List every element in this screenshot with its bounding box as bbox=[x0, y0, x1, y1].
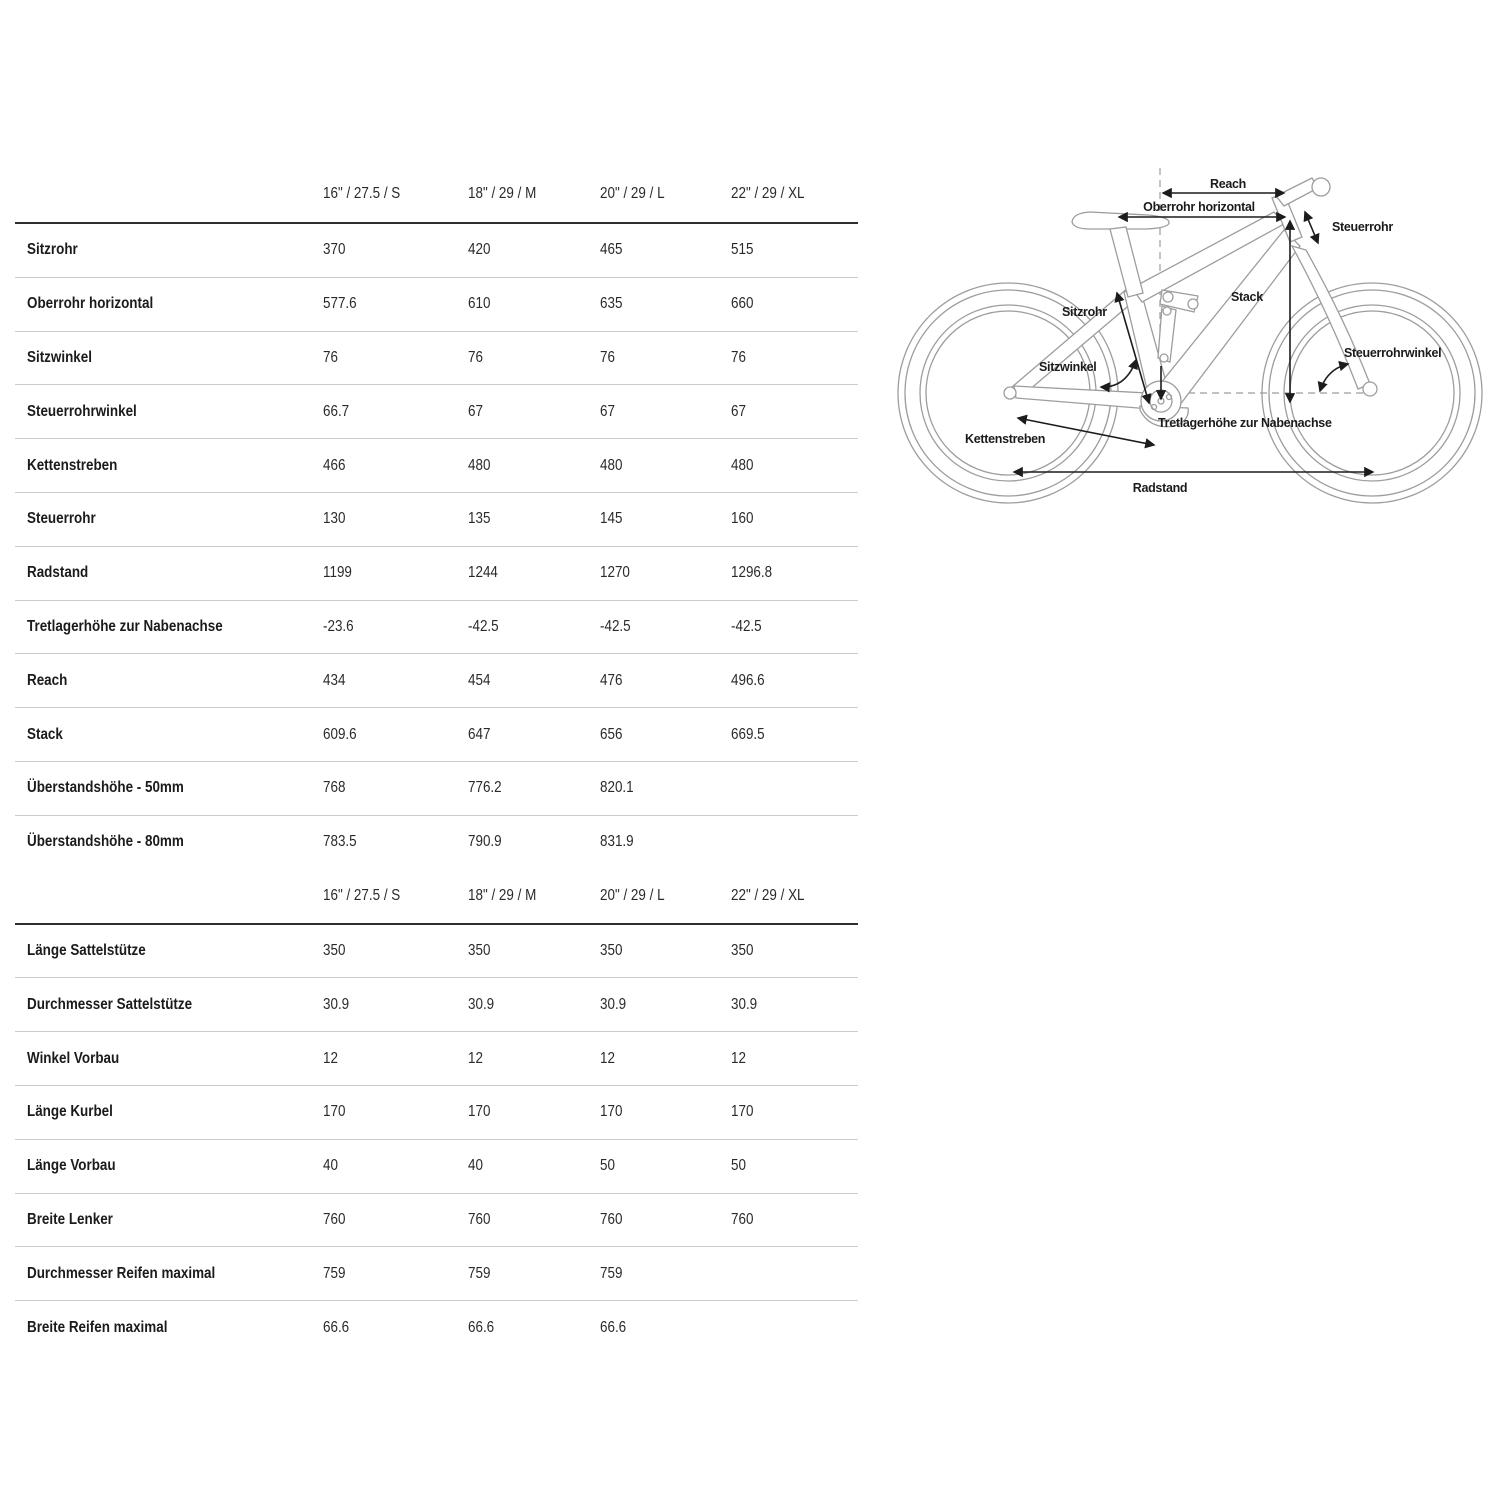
cell-value-text: 790.9 bbox=[468, 833, 502, 851]
row-label bbox=[15, 295, 323, 313]
cell-value-text: 768 bbox=[323, 779, 346, 797]
row-label bbox=[15, 1157, 323, 1175]
cell-value-text: 170 bbox=[468, 1103, 491, 1121]
cell-value bbox=[731, 672, 858, 690]
cell-value-text: 76 bbox=[468, 348, 483, 366]
row-label-text: Sitzrohr bbox=[27, 241, 78, 259]
cell-value bbox=[323, 942, 468, 960]
row-label bbox=[15, 726, 323, 744]
cell-value bbox=[323, 349, 468, 367]
cell-value bbox=[731, 996, 858, 1014]
cell-value-text: -42.5 bbox=[600, 617, 631, 635]
kettenstreben-label: Kettenstreben bbox=[965, 432, 1046, 446]
cell-value-text: 67 bbox=[600, 402, 615, 420]
cell-value bbox=[731, 1050, 858, 1068]
cell-value-text: 30.9 bbox=[600, 995, 627, 1013]
cell-value-text: 160 bbox=[731, 510, 754, 528]
cell-value bbox=[600, 241, 731, 259]
cell-value bbox=[468, 349, 600, 367]
cell-value-text: 76 bbox=[323, 348, 338, 366]
cell-value bbox=[468, 618, 600, 636]
cell-value-text: 656 bbox=[600, 725, 623, 743]
row-label bbox=[15, 942, 323, 960]
cell-value bbox=[600, 1319, 731, 1337]
table-row bbox=[15, 1139, 858, 1193]
column-header-label: 16" / 27.5 / S bbox=[323, 886, 401, 904]
cell-value-text: 783.5 bbox=[323, 833, 357, 851]
cell-value-text: 465 bbox=[600, 241, 623, 259]
cell-value bbox=[600, 295, 731, 313]
cell-value bbox=[323, 457, 468, 475]
cell-value bbox=[600, 833, 731, 851]
row-label bbox=[15, 996, 323, 1014]
cell-value bbox=[731, 1319, 858, 1337]
cell-value bbox=[323, 726, 468, 744]
sitzrohr-label: Sitzrohr bbox=[1062, 305, 1107, 319]
cell-value bbox=[468, 1050, 600, 1068]
row-label bbox=[15, 1103, 323, 1121]
cell-value bbox=[731, 510, 858, 528]
column-header-label: 20" / 29 / L bbox=[600, 886, 665, 904]
cell-value-text: 420 bbox=[468, 241, 491, 259]
cell-value bbox=[600, 349, 731, 367]
cell-value bbox=[731, 403, 858, 421]
cell-value-text: 66.7 bbox=[323, 402, 350, 420]
cell-value-text: 50 bbox=[731, 1157, 746, 1175]
cell-value-text: 647 bbox=[468, 725, 491, 743]
cell-value-text: -42.5 bbox=[468, 617, 499, 635]
table-row bbox=[15, 977, 858, 1031]
cell-value bbox=[468, 564, 600, 582]
column-header-label: 18" / 29 / M bbox=[468, 886, 537, 904]
table-row bbox=[15, 492, 858, 546]
cell-value-text: 66.6 bbox=[600, 1318, 627, 1336]
cell-value bbox=[600, 618, 731, 636]
cell-value bbox=[468, 241, 600, 259]
row-label bbox=[15, 241, 323, 259]
cell-value bbox=[468, 295, 600, 313]
cell-value bbox=[468, 726, 600, 744]
cell-value bbox=[468, 510, 600, 528]
table-row bbox=[15, 600, 858, 654]
row-label-text: Breite Lenker bbox=[27, 1210, 113, 1228]
cell-value bbox=[323, 779, 468, 797]
cell-value-text: 760 bbox=[468, 1210, 491, 1228]
cell-value bbox=[323, 996, 468, 1014]
cell-value bbox=[323, 1211, 468, 1229]
cell-value-text: 480 bbox=[468, 456, 491, 474]
cell-value-text: 1199 bbox=[323, 564, 352, 582]
cell-value-text: 759 bbox=[468, 1264, 491, 1282]
cell-value-text: 170 bbox=[323, 1103, 346, 1121]
cell-value bbox=[468, 1319, 600, 1337]
cell-value bbox=[323, 618, 468, 636]
cell-value-text: 130 bbox=[323, 510, 346, 528]
cell-value bbox=[600, 564, 731, 582]
table-row bbox=[15, 1300, 858, 1354]
cell-value-text: 76 bbox=[731, 348, 746, 366]
cell-value-text: 760 bbox=[731, 1210, 754, 1228]
cell-value bbox=[468, 942, 600, 960]
cell-value-text: 577.6 bbox=[323, 295, 357, 313]
cell-value-text: 669.5 bbox=[731, 725, 765, 743]
cell-value bbox=[600, 1157, 731, 1175]
row-label-text: Länge Vorbau bbox=[27, 1157, 116, 1175]
row-label-text: Länge Kurbel bbox=[27, 1103, 113, 1121]
cell-value-text: 76 bbox=[600, 348, 615, 366]
cell-value-text: 476 bbox=[600, 671, 623, 689]
row-label-text: Durchmesser Sattelstütze bbox=[27, 995, 193, 1013]
column-header bbox=[731, 887, 858, 905]
table-row bbox=[15, 546, 858, 600]
steuerrohrwinkel-label: Steuerrohrwinkel bbox=[1344, 346, 1442, 360]
row-label-text: Länge Sattelstütze bbox=[27, 941, 146, 959]
cell-value-text: 820.1 bbox=[600, 779, 634, 797]
cell-value-text: 609.6 bbox=[323, 725, 357, 743]
geometry-table bbox=[15, 166, 858, 1354]
cell-value bbox=[731, 779, 858, 797]
cell-value-text: 50 bbox=[600, 1157, 615, 1175]
cell-value bbox=[600, 457, 731, 475]
row-label bbox=[15, 403, 323, 421]
table-row bbox=[15, 761, 858, 815]
cell-value-text: 350 bbox=[468, 941, 491, 959]
cell-value-text: 66.6 bbox=[468, 1318, 495, 1336]
measurement-arrows bbox=[1014, 193, 1373, 472]
cell-value-text: 145 bbox=[600, 510, 623, 528]
cell-value bbox=[731, 726, 858, 744]
cell-value bbox=[323, 1319, 468, 1337]
cell-value bbox=[731, 564, 858, 582]
cell-value bbox=[600, 510, 731, 528]
cell-value bbox=[731, 295, 858, 313]
row-label-text: Oberrohr horizontal bbox=[27, 295, 154, 313]
table-row bbox=[15, 653, 858, 707]
cell-value bbox=[323, 672, 468, 690]
cell-value-text: 350 bbox=[323, 941, 346, 959]
cell-value-text: 759 bbox=[323, 1264, 346, 1282]
cell-value-text: 40 bbox=[468, 1157, 483, 1175]
row-label-text: Sitzwinkel bbox=[27, 348, 92, 366]
cell-value-text: 170 bbox=[731, 1103, 754, 1121]
row-label bbox=[15, 510, 323, 528]
row-label-text: Radstand bbox=[27, 564, 89, 582]
steuerrohr-arrow bbox=[1305, 212, 1318, 243]
table-row bbox=[15, 1246, 858, 1300]
size-header-row bbox=[15, 166, 858, 224]
cell-value-text: 12 bbox=[468, 1049, 483, 1067]
cell-value-text: 66.6 bbox=[323, 1318, 350, 1336]
cell-value bbox=[468, 1265, 600, 1283]
sitzwinkel-label: Sitzwinkel bbox=[1039, 360, 1097, 374]
cell-value-text: 350 bbox=[731, 941, 754, 959]
cell-value bbox=[731, 618, 858, 636]
cell-value bbox=[731, 457, 858, 475]
cell-value-text: 760 bbox=[600, 1210, 623, 1228]
row-label bbox=[15, 1265, 323, 1283]
cell-value bbox=[323, 1157, 468, 1175]
table-row bbox=[15, 815, 858, 869]
row-label-text: Reach bbox=[27, 671, 68, 689]
cell-value-text: 480 bbox=[731, 456, 754, 474]
table-row bbox=[15, 925, 858, 978]
stack-label: Stack bbox=[1231, 290, 1263, 304]
cell-value bbox=[600, 726, 731, 744]
table-row bbox=[15, 224, 858, 277]
cell-value-text: 40 bbox=[323, 1157, 338, 1175]
row-label-text: Winkel Vorbau bbox=[27, 1049, 120, 1067]
cell-value-text: 635 bbox=[600, 295, 623, 313]
cell-value bbox=[323, 510, 468, 528]
cell-value bbox=[468, 672, 600, 690]
row-label-text: Überstandshöhe - 50mm bbox=[27, 779, 184, 797]
row-label bbox=[15, 1211, 323, 1229]
column-header bbox=[600, 887, 731, 905]
table-row bbox=[15, 384, 858, 438]
cell-value-text: 496.6 bbox=[731, 671, 765, 689]
row-label-text: Überstandshöhe - 80mm bbox=[27, 833, 184, 851]
cell-value bbox=[323, 833, 468, 851]
cell-value-text: 759 bbox=[600, 1264, 623, 1282]
column-header bbox=[731, 185, 858, 203]
cell-value bbox=[731, 942, 858, 960]
tretlagerhoehe-label: Tretlagerhöhe zur Nabenachse bbox=[1158, 416, 1332, 430]
table-row bbox=[15, 1085, 858, 1139]
cell-value bbox=[468, 779, 600, 797]
row-label bbox=[15, 618, 323, 636]
cell-value bbox=[323, 403, 468, 421]
column-header-label: 22" / 29 / XL bbox=[731, 886, 805, 904]
column-header-label: 22" / 29 / XL bbox=[731, 185, 805, 202]
cell-value-text: 434 bbox=[323, 671, 346, 689]
row-label bbox=[15, 564, 323, 582]
cell-value bbox=[323, 1103, 468, 1121]
cell-value-text: 170 bbox=[600, 1103, 623, 1121]
reach-label: Reach bbox=[1209, 177, 1247, 191]
row-label bbox=[15, 779, 323, 797]
cell-value bbox=[731, 1211, 858, 1229]
row-label bbox=[15, 1050, 323, 1068]
oberrohr-label: Oberrohr horizontal bbox=[1143, 200, 1255, 214]
column-header bbox=[600, 185, 731, 203]
cell-value bbox=[731, 1157, 858, 1175]
row-label-text: Steuerrohr bbox=[27, 510, 96, 528]
cell-value-text: 1270 bbox=[600, 564, 630, 582]
table-row bbox=[15, 331, 858, 385]
row-label-text: Durchmesser Reifen maximal bbox=[27, 1264, 216, 1282]
cell-value bbox=[731, 1265, 858, 1283]
cell-value bbox=[600, 403, 731, 421]
cell-value-text: 67 bbox=[468, 402, 483, 420]
cell-value-text: 1244 bbox=[468, 564, 498, 582]
geometry-table-section-components bbox=[15, 869, 858, 1354]
cell-value bbox=[600, 1265, 731, 1283]
cell-value bbox=[323, 1265, 468, 1283]
row-label-text: Stack bbox=[27, 725, 63, 743]
cell-value bbox=[468, 457, 600, 475]
cell-value-text: 660 bbox=[731, 295, 754, 313]
cell-value bbox=[323, 295, 468, 313]
table-row bbox=[15, 438, 858, 492]
cell-value bbox=[600, 1103, 731, 1121]
cell-value bbox=[600, 942, 731, 960]
cell-value bbox=[731, 833, 858, 851]
table-row bbox=[15, 707, 858, 761]
cell-value bbox=[731, 241, 858, 259]
cell-value bbox=[468, 996, 600, 1014]
cell-value bbox=[468, 1157, 600, 1175]
cell-value-text: 30.9 bbox=[468, 995, 495, 1013]
cell-value-text: 760 bbox=[323, 1210, 346, 1228]
cell-value bbox=[731, 349, 858, 367]
cell-value bbox=[731, 1103, 858, 1121]
table-row bbox=[15, 277, 858, 331]
row-label bbox=[15, 457, 323, 475]
column-header bbox=[323, 887, 468, 905]
row-label-text: Steuerrohrwinkel bbox=[27, 402, 137, 420]
cell-value bbox=[468, 403, 600, 421]
cell-value-text: 370 bbox=[323, 241, 346, 259]
cell-value bbox=[468, 1211, 600, 1229]
cell-value bbox=[600, 996, 731, 1014]
table-row bbox=[15, 1193, 858, 1247]
row-label bbox=[15, 349, 323, 367]
column-header bbox=[468, 185, 600, 203]
row-label-text: Breite Reifen maximal bbox=[27, 1318, 168, 1336]
cell-value-text: 515 bbox=[731, 241, 754, 259]
cell-value-text: 610 bbox=[468, 295, 491, 313]
cell-value-text: 135 bbox=[468, 510, 491, 528]
cell-value bbox=[468, 1103, 600, 1121]
steuerrohrwinkel-arc-arrow bbox=[1320, 364, 1348, 391]
steuerrohr-label: Steuerrohr bbox=[1332, 220, 1393, 234]
cell-value-text: 1296.8 bbox=[731, 564, 773, 582]
row-label-text: Tretlagerhöhe zur Nabenachse bbox=[27, 617, 223, 635]
cell-value-text: 30.9 bbox=[323, 995, 350, 1013]
cell-value bbox=[468, 833, 600, 851]
radstand-label: Radstand bbox=[1132, 481, 1188, 495]
bike-geometry-diagram bbox=[890, 150, 1500, 535]
cell-value-text: 350 bbox=[600, 941, 623, 959]
column-header bbox=[468, 887, 600, 905]
cell-value-text: 12 bbox=[731, 1049, 746, 1067]
cell-value-text: -23.6 bbox=[323, 617, 354, 635]
row-label bbox=[15, 672, 323, 690]
cell-value bbox=[323, 564, 468, 582]
row-label-text: Kettenstreben bbox=[27, 456, 118, 474]
cell-value-text: -42.5 bbox=[731, 617, 762, 635]
cell-value-text: 12 bbox=[600, 1049, 615, 1067]
cell-value bbox=[600, 779, 731, 797]
column-header-label: 20" / 29 / L bbox=[600, 185, 665, 202]
row-label bbox=[15, 833, 323, 851]
cell-value bbox=[600, 672, 731, 690]
cell-value bbox=[600, 1211, 731, 1229]
table-row bbox=[15, 1031, 858, 1085]
cell-value-text: 67 bbox=[731, 402, 746, 420]
cell-value-text: 12 bbox=[323, 1049, 338, 1067]
size-header-row bbox=[15, 869, 858, 925]
cell-value bbox=[323, 241, 468, 259]
geometry-table-section-frame bbox=[15, 166, 858, 869]
cell-value bbox=[600, 1050, 731, 1068]
cell-value-text: 466 bbox=[323, 456, 346, 474]
cell-value-text: 454 bbox=[468, 671, 491, 689]
column-header-label: 16" / 27.5 / S bbox=[323, 185, 401, 202]
column-header bbox=[323, 185, 468, 203]
cell-value-text: 480 bbox=[600, 456, 623, 474]
row-label bbox=[15, 1319, 323, 1337]
cell-value-text: 776.2 bbox=[468, 779, 502, 797]
cell-value-text: 30.9 bbox=[731, 995, 758, 1013]
column-header-label: 18" / 29 / M bbox=[468, 185, 537, 202]
cell-value bbox=[323, 1050, 468, 1068]
cell-value-text: 831.9 bbox=[600, 833, 634, 851]
